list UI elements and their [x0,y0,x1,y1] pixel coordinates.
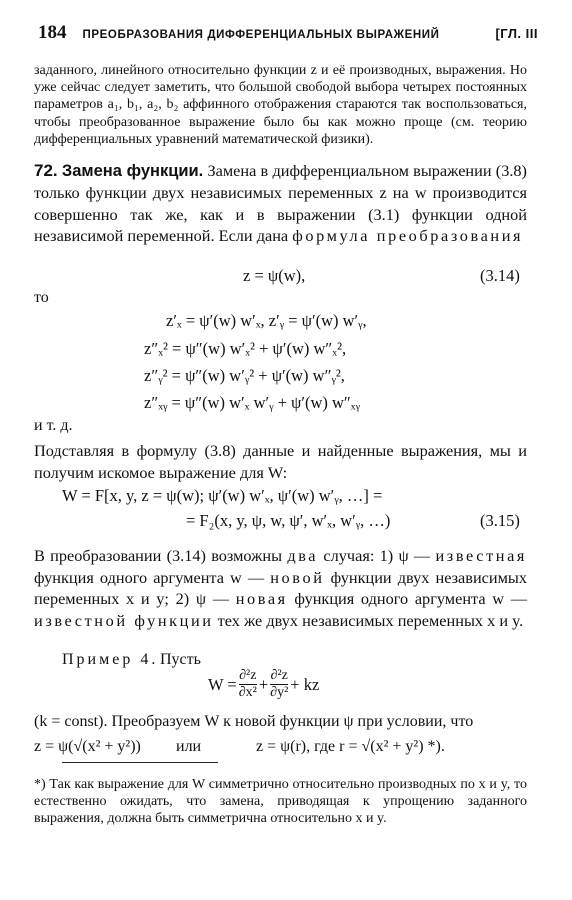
cases-text-4: функции двух независимых переменных x и y; 2) ψ — [34,567,527,608]
example-label: Пример 4. [62,651,159,668]
fraction-d2z-dy2 [270,668,288,701]
intro-paragraph-block [34,62,527,148]
fraction-2-denominator: ∂y² [270,685,289,700]
page-number: 184 [38,22,67,43]
section-title: Замена функции. [61,162,204,180]
substitute-paragraph: Подставляя в формулу (3.8) данные и найденные выражения, мы и получим искомое выражение для W: [34,441,527,482]
or-word: или [176,738,202,755]
footnote-divider [62,762,218,763]
equation-3-14: z = ψ(w), [243,266,306,285]
cases-text-3: функция одного аргумента w — [34,567,265,587]
equation-3-15-line-1: W = F[x, y, z = ψ(w); ψ′(w) w′ₓ, ψ′(w) w′ᵧ, …] = [62,486,383,505]
to-word: то [34,289,49,306]
cases-paragraph [34,545,527,631]
section-number: 72. [34,161,58,180]
equation-3-14-number: (3.14) [480,266,520,285]
formula-plus: + [258,674,269,694]
substitute-paragraph-block [34,440,527,483]
intro-paragraph: заданного, линейного относительно функции z и её производных, выражения. Но уже сейчас следует заметить, что большой свободой выбора четырех постоянных параметров a₁, b₁, a₂, b₂ аффинного отображения стараются так воспользоваться, чтобы преобразованное выражение было бы как можно проще (см. теорию дифференциальных уравнений математической физики). [34,63,527,147]
cases-spaced-known: известная [435,546,528,565]
section-text: Замена в дифференциальном выражении (3.8) только функции двух независимых переменных z на w производится совершенно так же, как и в выражении (3.1) функции одной независимой переменной. Если дана [34,161,527,245]
chapter-label: [ГЛ. III [495,26,538,41]
condition-1: z = ψ(√(x² + y²)) [34,738,141,755]
cases-spaced-new-2: новая [235,589,288,608]
section-paragraph [34,160,527,246]
fraction-1-numerator: ∂²z [239,668,257,683]
cases-text-6: тех же двух независимых переменных x и y. [217,610,524,630]
equation-3-15-number: (3.15) [480,511,520,530]
cases-text-1: В преобразовании (3.14) возможны [34,546,283,565]
derivative-line-2: z″ₓ² = ψ″(w) w′ₓ² + ψ′(w) w″ₓ², [144,339,347,358]
fraction-d2z-dx2 [239,668,257,701]
cases-spaced-two: два [287,546,319,565]
fraction-1-denominator: ∂x² [238,685,257,700]
formula-tail: + kz [290,674,320,694]
section-72 [34,160,527,246]
section-spaced-phrase: формула преобразования [292,225,524,245]
cases-text-2: случая: 1) ψ — [323,546,431,565]
running-title: ПРЕОБРАЗОВАНИЯ ДИФФЕРЕНЦИАЛЬНЫХ ВЫРАЖЕНИЙ [82,29,440,41]
cases-paragraph-block [34,545,527,631]
equation-3-15-line-2: = F₂(x, y, ψ, w, ψ′, w′ₓ, w′ᵧ, …) [186,511,391,530]
cases-spaced-new: новой [270,567,325,587]
formula-lhs: W = [208,674,237,694]
page-header [38,22,538,44]
cases-text-5: функция одного аргумента w — [294,589,527,608]
footnote-text: *) Так как выражение для W симметрично относительно производных по x и y, то естественно ожидать, что замена, приводящая к упрощению заданного выражения, должна быть симметрична относительно x и y. [34,777,527,827]
footnote-block [34,776,527,828]
derivative-line-3: z″ᵧ² = ψ″(w) w′ᵧ² + ψ′(w) w″ᵧ², [144,366,345,385]
example-text: (k = const). Преобразуем W к новой функции ψ при условии, что [34,713,474,730]
example-let: Пусть [160,651,201,668]
cases-spaced-known-function: известной функции [34,610,214,630]
example-formula [208,668,319,701]
derivative-line-1: z′ₓ = ψ′(w) w′ₓ, z′ᵧ = ψ′(w) w′ᵧ, [166,311,367,330]
derivative-line-4: z″ₓᵧ = ψ″(w) w′ₓ w′ᵧ + ψ′(w) w″ₓᵧ [144,393,360,412]
fraction-2-numerator: ∂²z [270,668,288,683]
etc-text: и т. д. [34,417,73,434]
condition-2: z = ψ(r), где r = √(x² + y²) *). [256,738,445,755]
